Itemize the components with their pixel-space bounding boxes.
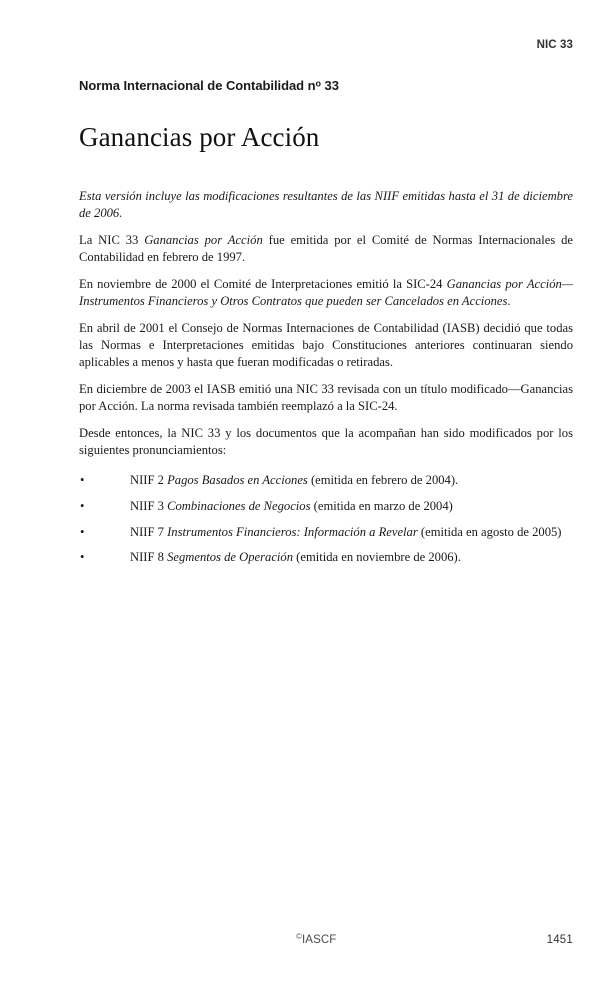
ordinal-superscript: o [315,78,321,89]
standard-heading-prefix: Norma Internacional de Contabilidad n [79,78,316,93]
page-footer [79,934,573,950]
bullet-icon: • [80,498,85,513]
page-title: Ganancias por Acción [79,122,320,152]
list-item-prefix: NIIF 7 [130,524,168,539]
list-item [79,472,573,489]
list-item-title: Segmentos de Operación [167,550,294,565]
paragraph-iasb-2003: En diciembre de 2003 el IASB emitió una NIC 33 revisada con un título modificado—Ganancias por Acción. La norma revisada también reemplazó a la SIC-24. [79,381,573,414]
list-item-title: Pagos Basados en Acciones [167,473,308,488]
list-item-prefix: NIIF 2 [130,473,168,488]
standard-heading-number: 33 [320,78,339,93]
copyright-notice [296,934,336,946]
copyright-icon: © [296,932,302,941]
list-item-suffix: (emitida en agosto de 2005) [417,524,562,539]
paragraph-sic24 [79,276,573,310]
bullet-icon: • [80,550,85,565]
amendments-list [79,472,573,566]
list-item-title: Combinaciones de Negocios [167,498,311,513]
list-item [79,498,573,515]
paragraph-sic24-text-b: . [507,294,511,309]
standard-heading [79,78,573,94]
copyright-text: IASCF [302,934,337,946]
page-number: 1451 [546,934,573,946]
paragraph-iasb-2001: En abril de 2001 el Consejo de Normas Internaciones de Contabilidad (IASB) decidió que todas las Normas e Interpretaciones emitidas bajo Constituciones anteriores continuaran siendo aplicables a menos y hasta que fueran modificadas o retiradas. [79,320,573,370]
page-content [79,78,573,575]
list-item-title: Instrumentos Financieros: Información a Revelar [167,524,418,539]
list-item-suffix: (emitida en marzo de 2004) [310,498,453,513]
list-item-suffix: (emitida en noviembre de 2006). [293,550,461,565]
list-item-prefix: NIIF 3 [130,498,168,513]
intro-paragraph: Esta versión incluye las modificaciones resultantes de las NIIF emitidas hasta el 31 de diciembre de 2006. [79,189,573,221]
list-item-prefix: NIIF 8 [130,550,168,565]
bullet-icon: • [80,473,85,488]
bullet-icon: • [80,524,85,539]
paragraph-sic24-title: Ganancias por Acción—Instrumentos Financieros y Otros Contratos que pueden ser Cancelados en Acciones [79,276,573,309]
paragraph-issuance-title: Ganancias por Acción [144,232,263,247]
paragraph-issuance-text-b: fue emitida por el Comité de Normas Internacionales de Contabilidad en febrero de 1997. [79,232,573,265]
paragraph-amendments-intro: Desde entonces, la NIC 33 y los documentos que la acompañan han sido modificados por los siguientes pronunciamientos: [79,425,573,457]
list-item-suffix: (emitida en febrero de 2004). [307,473,459,488]
list-item [79,524,573,541]
list-item [79,549,573,566]
paragraph-issuance-text-a: La NIC 33 [79,232,145,247]
paragraph-sic24-text-a: En noviembre de 2000 el Comité de Interpretaciones emitió la SIC-24 [79,276,447,291]
paragraph-issuance [79,232,573,266]
running-head: NIC 33 [536,39,573,51]
